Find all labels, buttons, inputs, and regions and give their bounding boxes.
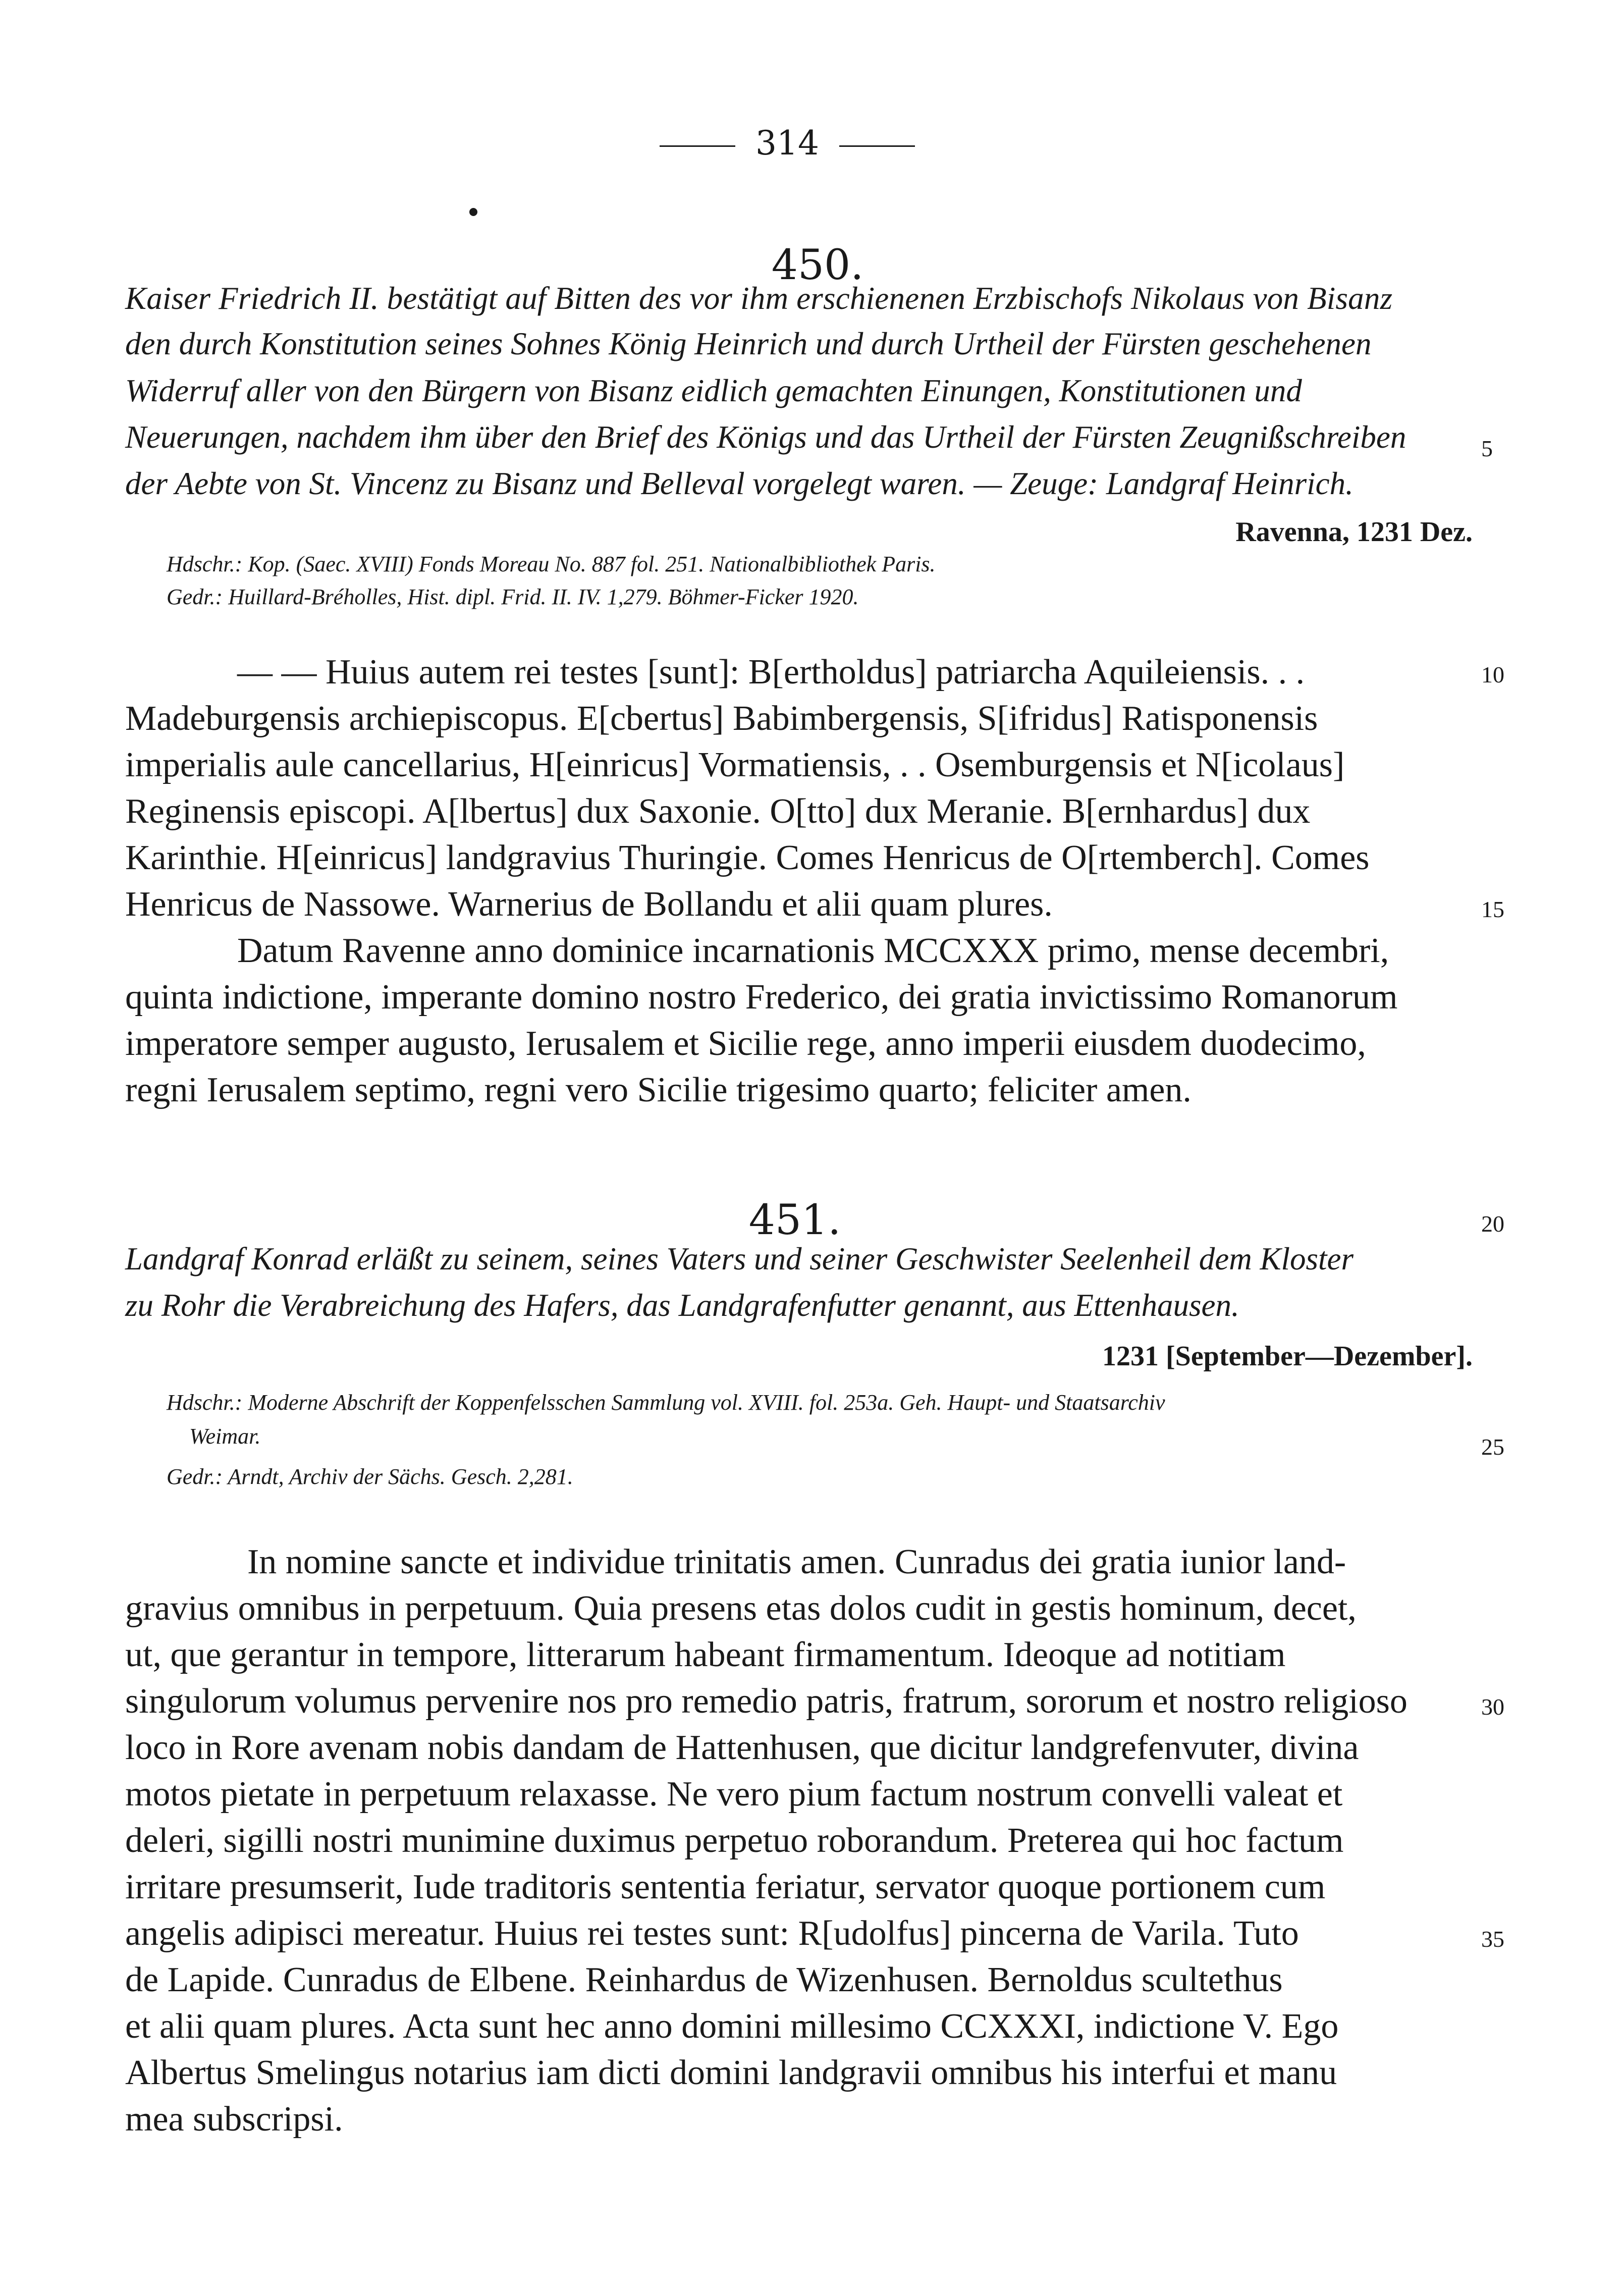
text-451-line-6: motos pietate in perpetuum relaxasse. Ne vero pium factum nostrum convelli valeat et [125,1775,1343,1814]
regest-450-line-5: der Aebte von St. Vincenz zu Bisanz und Belleval vorgelegt waren. — Zeuge: Landgraf Heinrich. [125,466,1354,501]
margin-line-number-25: 25 [1481,1434,1504,1460]
text-451-line-7: deleri, sigilli nostri munimine duximus perpetuo roborandum. Preterea qui hoc factum [125,1821,1344,1860]
margin-line-number-5: 5 [1481,436,1493,461]
regest-450-line-4: Neuerungen, nachdem ihm über den Brief des Königs und das Urtheil der Fürsten Zeugnißschreiben [125,419,1406,455]
document-number-450: 450. [771,241,864,289]
margin-line-number-20: 20 [1481,1211,1504,1237]
text-451-line-12: Albertus Smelingus notarius iam dicti domini landgravii omnibus his interfui et manu [125,2053,1337,2092]
text-450-line-4: Reginensis episcopi. A[lbertus] dux Saxonie. O[tto] dux Meranie. B[ernhardus] dux [125,792,1311,831]
source-451-printed: Gedr.: Arndt, Archiv der Sächs. Gesch. 2,281. [167,1464,573,1489]
source-451-manuscript: Hdschr.: Moderne Abschrift der Koppenfelsschen Sammlung vol. XVIII. fol. 253a. Geh. Haupt- und Staatsarchiv [167,1390,1165,1415]
text-450-line-10: regni Ierusalem septimo, regni vero Sicilie trigesimo quarto; feliciter amen. [125,1071,1192,1109]
text-451-line-9: angelis adipisci mereatur. Huius rei testes sunt: R[udolfus] pincerna de Varila. Tuto [125,1914,1299,1953]
page-header [636,124,939,163]
text-451-line-10: de Lapide. Cunradus de Elbene. Reinhardus de Wizenhusen. Bernoldus scultethus [125,1960,1283,1999]
ink-speck [469,208,477,216]
source-450-printed: Gedr.: Huillard-Bréholles, Hist. dipl. Frid. II. IV. 1,279. Böhmer-Ficker 1920. [167,584,859,609]
regest-451-line-1: Landgraf Konrad erläßt zu seinem, seines Vaters und seiner Geschwister Seelenheil dem Kloster [125,1241,1354,1277]
text-451-line-2: gravius omnibus in perpetuum. Quia presens etas dolos cudit in gestis hominum, decet, [125,1589,1357,1628]
text-451-line-8: irritare presumserit, Iude traditoris sententia feriatur, servator quoque portionem cum [125,1868,1326,1906]
text-451-line-3: ut, que gerantur in tempore, litterarum habeant firmamentum. Ideoque ad notitiam [125,1635,1286,1674]
text-450-line-9: imperatore semper augusto, Ierusalem et Sicilie rege, anno imperii eiusdem duodecimo, [125,1024,1366,1063]
text-450-line-2: Madeburgensis archiepiscopus. E[cbertus] Babimbergensis, S[ifridus] Ratisponensis [125,699,1318,738]
text-450-line-3: imperialis aule cancellarius, H[einricus] Vormatiensis, . . Osemburgensis et N[icolaus] [125,746,1345,784]
text-451-line-13: mea subscripsi. [125,2100,343,2139]
header-rule-right [839,145,915,147]
text-451-line-11: et alii quam plures. Acta sunt hec anno domini millesimo CCXXXI, indictione V. Ego [125,2007,1339,2046]
header-rule-left [660,145,735,147]
text-450-line-6: Henricus de Nassowe. Warnerius de Bollandu et alii quam plures. [125,885,1053,924]
source-450-manuscript: Hdschr.: Kop. (Saec. XVIII) Fonds Moreau No. 887 fol. 251. Nationalbibliothek Paris. [167,552,936,576]
text-451-line-4: singulorum volumus pervenire nos pro remedio patris, fratrum, sororum et nostro religioso [125,1682,1408,1721]
text-450-line-7: Datum Ravenne anno dominice incarnationis MCCXXX primo, mense decembri, [237,931,1389,970]
margin-line-number-35: 35 [1481,1926,1504,1952]
page-number: 314 [755,124,819,163]
regest-450-line-3: Widerruf aller von den Bürgern von Bisanz eidlich gemachten Einungen, Konstitutionen und [125,373,1302,408]
date-451: 1231 [September—Dezember]. [1102,1341,1473,1372]
text-451-line-1: In nomine sancte et individue trinitatis amen. Cunradus dei gratia iunior land- [247,1543,1346,1581]
date-450: Ravenna, 1231 Dez. [1235,516,1473,548]
document-number-451: 451. [748,1196,841,1244]
regest-450-line-1: Kaiser Friedrich II. bestätigt auf Bitten des vor ihm erschienenen Erzbischofs Nikolaus von Bisanz [125,281,1393,316]
text-451-line-5: loco in Rore avenam nobis dandam de Hattenhusen, que dicitur landgrefenvuter, divina [125,1728,1359,1767]
text-450-line-1: — — Huius autem rei testes [sunt]: B[ertholdus] patriarcha Aquileiensis. . . [237,653,1305,692]
margin-line-number-10: 10 [1481,662,1504,687]
source-451-manuscript-cont: Weimar. [189,1424,261,1449]
text-450-line-8: quinta indictione, imperante domino nostro Frederico, dei gratia invictissimo Romanorum [125,978,1398,1017]
text-450-line-5: Karinthie. H[einricus] landgravius Thuringie. Comes Henricus de O[rtemberch]. Comes [125,838,1370,877]
regest-450-line-2: den durch Konstitution seines Sohnes König Heinrich und durch Urtheil der Fürsten geschehenen [125,326,1372,361]
margin-line-number-15: 15 [1481,896,1504,922]
margin-line-number-30: 30 [1481,1694,1504,1720]
regest-451-line-2: zu Rohr die Verabreichung des Hafers, das Landgrafenfutter genannt, aus Ettenhausen. [125,1288,1239,1323]
